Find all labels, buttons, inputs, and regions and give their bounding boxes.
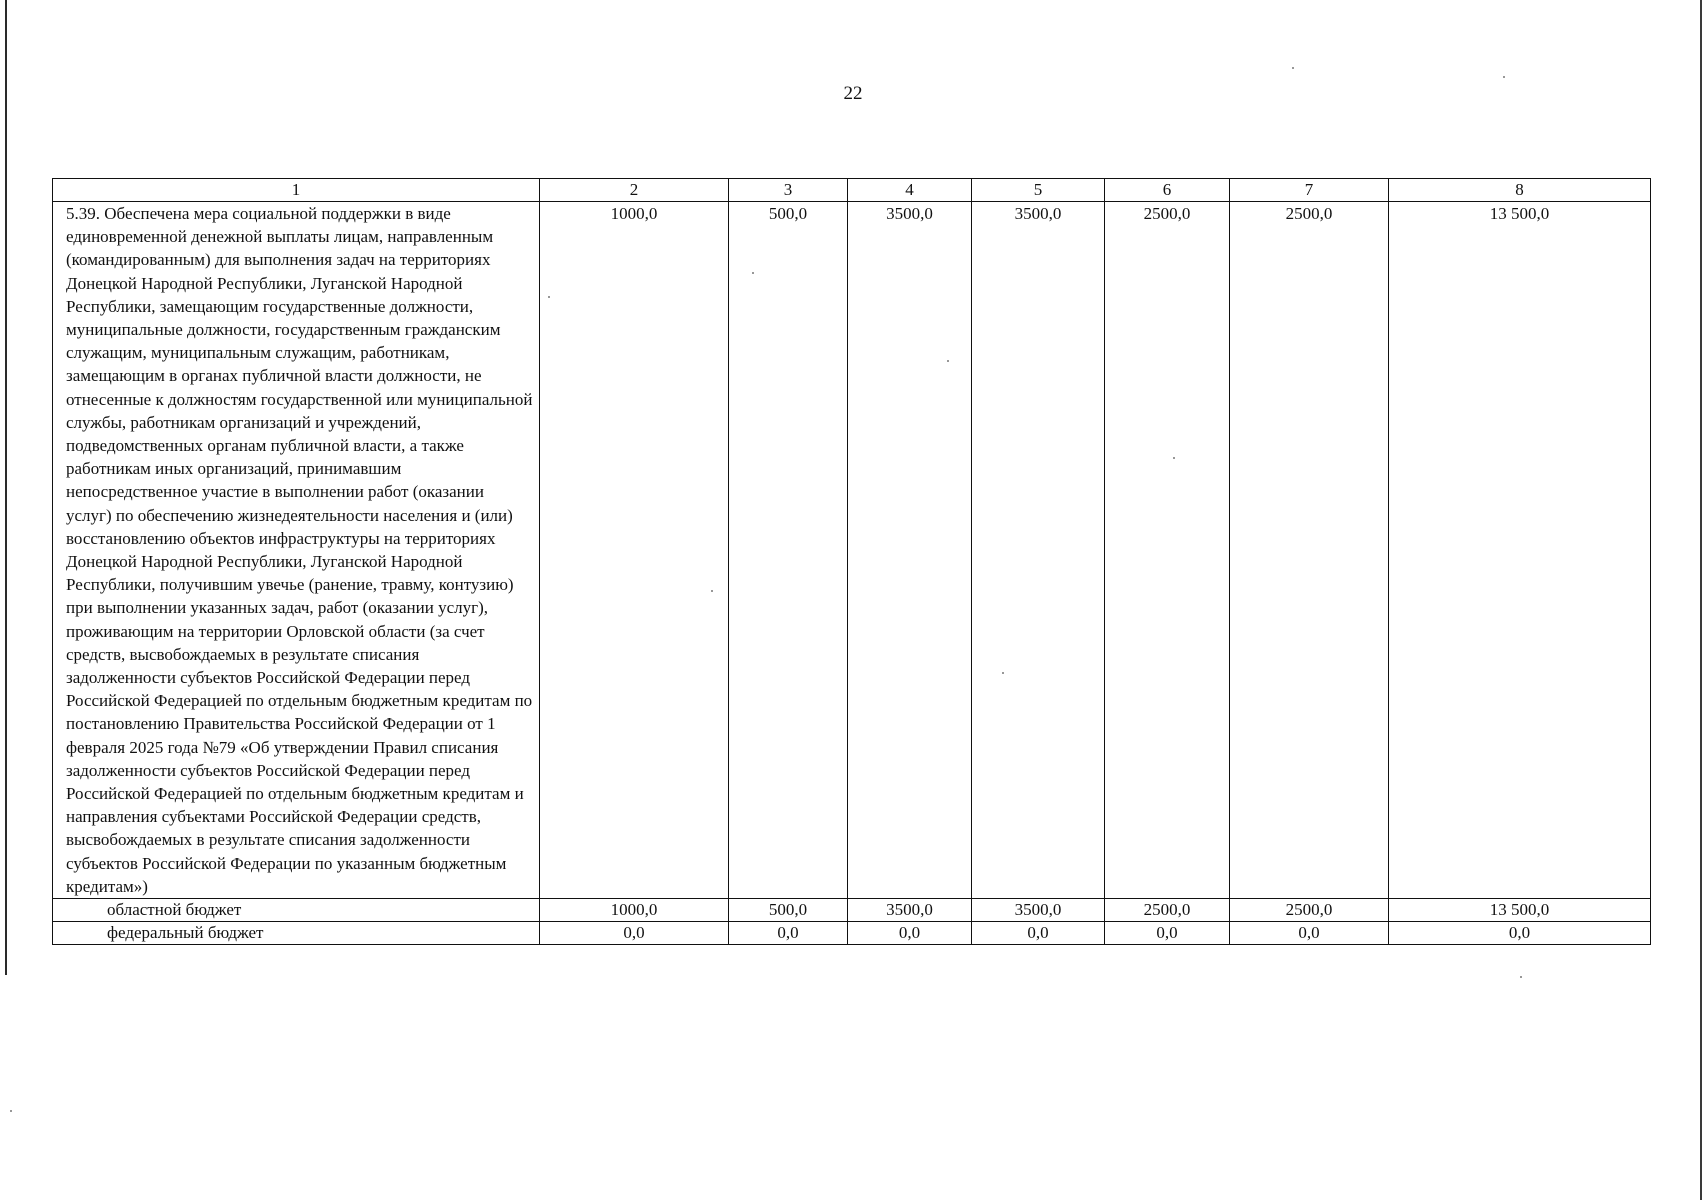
column-header-4: 4 (848, 179, 972, 202)
budget-table (52, 178, 1651, 945)
value-cell-col7: 2500,0 (1230, 899, 1389, 922)
regional-budget-label: областной бюджет (53, 899, 540, 922)
value-cell-col5: 0,0 (972, 922, 1105, 945)
value-cell-col3: 500,0 (729, 899, 848, 922)
scan-speck (1520, 976, 1522, 978)
value-cell-col6: 2500,0 (1105, 202, 1230, 899)
value-cell-col8-total: 0,0 (1389, 922, 1651, 945)
measure-description-cell: 5.39. Обеспечена мера социальной поддержки в виде единовременной денежной выплаты лицам, направленным (командированным) для выполнения задач на территориях Донецкой Народной Республики, Луганской Народной Республики, замещающим государственные должности, муниципальные должности, государственным гражданским служащим, муниципальным служащим, работникам, замещающим в органах публичной власти должности, не отнесенные к должностям государственной или муниципальной службы, работникам организаций и учреждений, подведомственных органам публичной власти, а также работникам иных организаций, принимавшим непосредственное участие в выполнении работ (оказании услуг) по обеспечению жизнедеятельности населения и (или) восстановлению объектов инфраструктуры на территориях Донецкой Народной Республики, Луганской Народной Республики, получившим увечье (ранение, травму, контузию) при выполнении указанных задач, работ (оказании услуг), проживающим на территории Орловской области (за счет средств, высвобождаемых в результате списания задолженности субъектов Российской Федерации перед Российской Федерацией по отдельным бюджетным кредитам по постановлению Правительства Российской Федерации от 1 февраля 2025 года №79 «Об утверждении Правил списания задолженности субъектов Российской Федерации перед Российской Федерацией по отдельным бюджетным кредитам и направления субъектами Российской Федерации средств, высвобождаемых в результате списания задолженности субъектов Российской Федерации по указанным бюджетным кредитам») (53, 202, 540, 899)
scan-speck (1173, 457, 1175, 459)
scan-speck (1292, 67, 1294, 69)
scan-speck (711, 590, 713, 592)
value-cell-col5: 3500,0 (972, 202, 1105, 899)
value-cell-col2: 0,0 (540, 922, 729, 945)
scan-speck (752, 272, 754, 274)
table-row-federal-budget (53, 922, 1651, 945)
value-cell-col4: 3500,0 (848, 202, 972, 899)
value-cell-col5: 3500,0 (972, 899, 1105, 922)
value-cell-col3: 500,0 (729, 202, 848, 899)
value-cell-col4: 3500,0 (848, 899, 972, 922)
value-cell-col7: 2500,0 (1230, 202, 1389, 899)
federal-budget-label: федеральный бюджет (53, 922, 540, 945)
column-header-6: 6 (1105, 179, 1230, 202)
value-cell-col7: 0,0 (1230, 922, 1389, 945)
value-cell-col6: 2500,0 (1105, 899, 1230, 922)
page-number: 22 (843, 83, 863, 104)
scan-edge-left (5, 0, 7, 975)
value-cell-col2: 1000,0 (540, 899, 729, 922)
scan-speck (1503, 76, 1505, 78)
value-cell-col2: 1000,0 (540, 202, 729, 899)
scan-speck (548, 296, 550, 298)
scan-speck (10, 1110, 12, 1112)
scan-speck (947, 360, 949, 362)
scan-edge-right (1700, 0, 1702, 1200)
value-cell-col3: 0,0 (729, 922, 848, 945)
column-header-3: 3 (729, 179, 848, 202)
table-row-regional-budget (53, 899, 1651, 922)
value-cell-col6: 0,0 (1105, 922, 1230, 945)
column-header-row (53, 179, 1651, 202)
value-cell-col8-total: 13 500,0 (1389, 202, 1651, 899)
table-row-5-39 (53, 202, 1651, 899)
column-header-8: 8 (1389, 179, 1651, 202)
column-header-7: 7 (1230, 179, 1389, 202)
value-cell-col4: 0,0 (848, 922, 972, 945)
scan-speck (1002, 672, 1004, 674)
column-header-5: 5 (972, 179, 1105, 202)
column-header-1: 1 (53, 179, 540, 202)
value-cell-col8-total: 13 500,0 (1389, 899, 1651, 922)
column-header-2: 2 (540, 179, 729, 202)
